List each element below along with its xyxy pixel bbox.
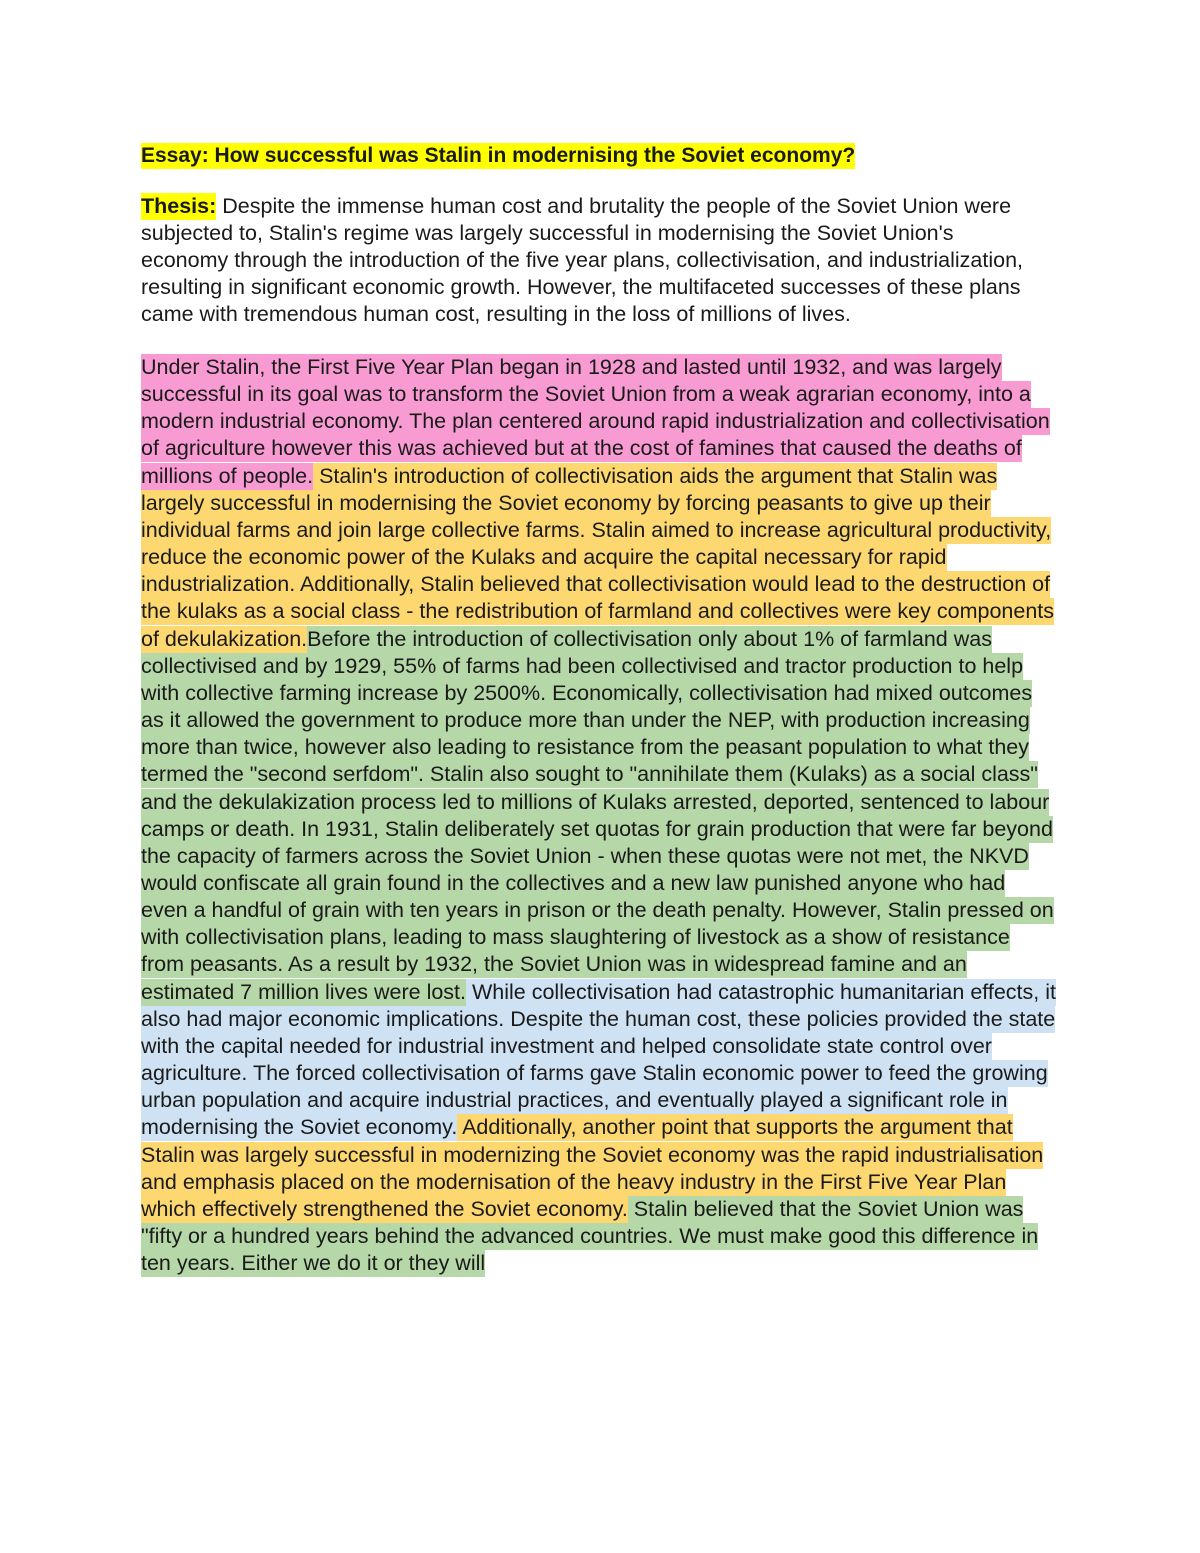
highlight-segment-economic-implications: While collectivisation had catastrophic humanitarian effects, it also had major economic implications. Despite the human cost, these policies provided the state with the capital needed for industrial investment and helped consolidate state control over agriculture. The forced collectivisation of farms gave Stalin economic power to feed the growing urban population and acquire industrial practices, and eventually played a significant role in modernising the Soviet economy. [141, 979, 1056, 1140]
thesis-label: Thesis: [141, 194, 217, 218]
thesis-paragraph [141, 193, 1046, 328]
essay-title-text: Essay: How successful was Stalin in modernising the Soviet economy? [141, 144, 856, 167]
thesis-text: Despite the immense human cost and brutality the people of the Soviet Union were subjected to, Stalin's regime was largely successful in modernising the Soviet Union's economy through the introduction of the five year plans, collectivisation, and industrialization, resulting in significant economic growth. However, the multifaceted successes of these plans came with tremendous human cost, resulting in the loss of millions of lives. [141, 194, 1024, 326]
highlight-segment-industrialisation-argument: Additionally, another point that supports the argument that Stalin was largely successful in modernizing the Soviet economy was the rapid industrialisation and emphasis placed on the modernisation of the heavy industry in the First Five Year Plan which effectively strengthened the Soviet economy. [141, 1115, 1044, 1221]
highlight-segment-collectivisation-evidence: Before the introduction of collectivisation only about 1% of farmland was collectivised and by 1929, 55% of farms had been collectivised and tractor production to help with collective farming increase by 2500%. Economically, collectivisation had mixed outcomes as it allowed the government to produce more than under the NEP, with production increasing more than twice, however also leading to resistance from the peasant population to what they termed the "second serfdom". Stalin also sought to "annihilate them (Kulaks) as a social class" and the dekulakization process led to millions of Kulaks arrested, deported, sentenced to labour camps or death. In 1931, Stalin deliberately set quotas for grain production that were far beyond the capacity of farmers across the Soviet Union - when these quotas were not met, the NKVD would confiscate all grain found in the collectives and a new law punished anyone who had even a handful of grain with ten years in prison or the death penalty. However, Stalin pressed on with collectivisation plans, leading to mass slaughtering of livestock as a show of resistance from peasants. As a result by 1932, the Soviet Union was in widespread famine and an estimated 7 million lives were lost. [141, 626, 1054, 1004]
document-page [141, 141, 1061, 1277]
essay-title [141, 141, 1061, 171]
highlight-segment-collectivisation-argument: Stalin's introduction of collectivisation aids the argument that Stalin was largely successful in modernising the Soviet economy by forcing peasants to give up their individual farms and join large collective farms. Stalin aimed to increase agricultural productivity, reduce the economic power of the Kulaks and acquire the capital necessary for rapid industrialization. Additionally, Stalin believed that collectivisation would lead to the destruction of the kulaks as a social class - the redistribution of farmland and collectives were key components of dekulakization. [141, 463, 1054, 651]
highlight-segment-first-five-year-plan: Under Stalin, the First Five Year Plan began in 1928 and lasted until 1932, and was largely successful in its goal was to transform the Soviet Union from a weak agrarian economy, into a modern industrial economy. The plan centered around rapid industrialization and collectivisation of agriculture however this was achieved but at the cost of famines that caused the deaths of millions of people. [141, 355, 1050, 488]
highlight-segment-stalin-quote: Stalin believed that the Soviet Union was "fifty or a hundred years behind the advanced countries. We must make good this difference in ten years. Either we do it or they will [141, 1196, 1039, 1276]
body-paragraph [141, 354, 1056, 1277]
